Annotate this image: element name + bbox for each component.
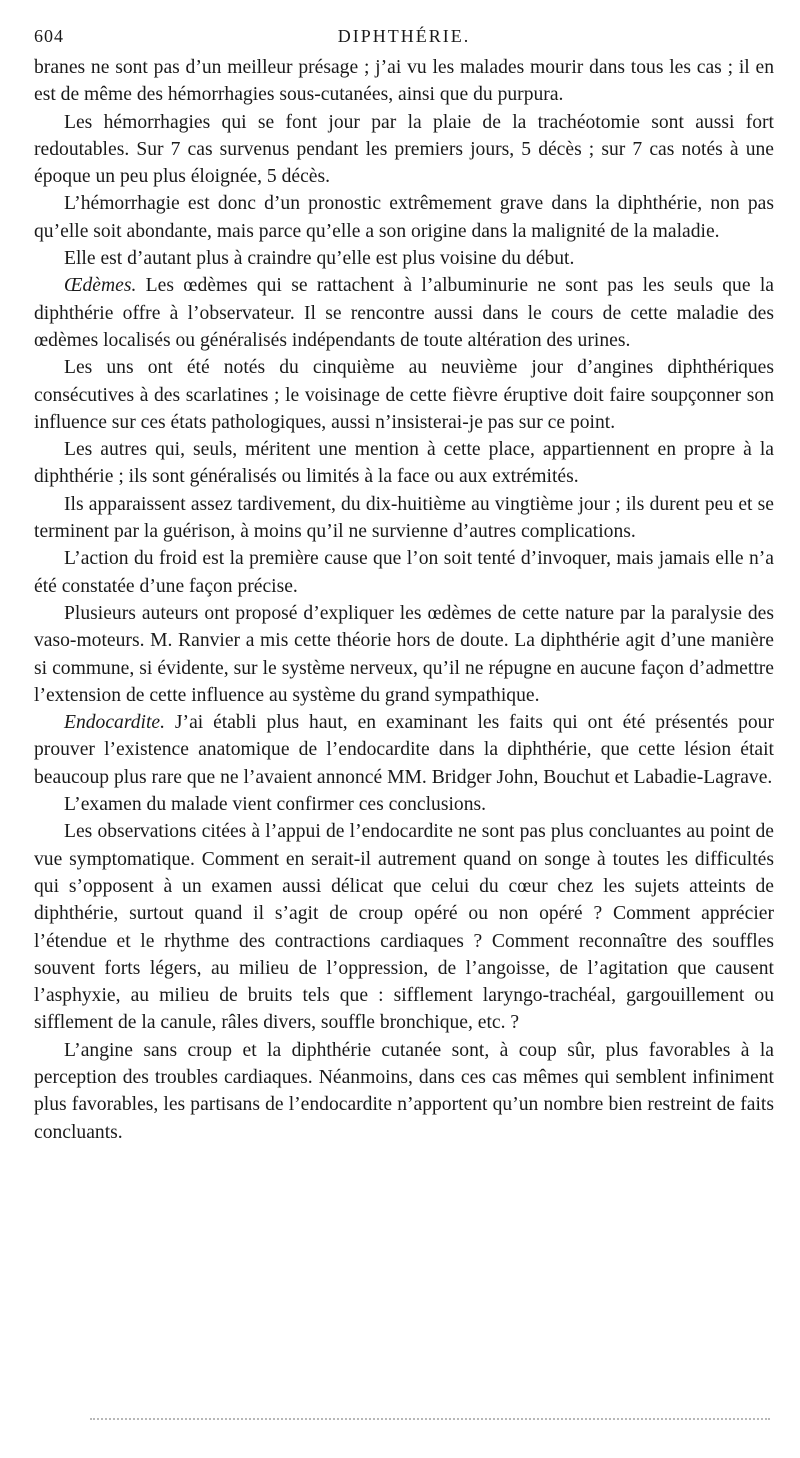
paragraph (34, 818, 774, 1036)
paragraph-text: Les observations citées à l’appui de l’endocardite ne sont pas plus concluantes au point de vue symptomatique. Comment en serait-il autrement quand on songe à toutes les difficultés qui s’opposent à un examen aussi délicat que celui du cœur chez les sujets atteints de diphthérie, surtout quand il s’agit de croup opéré ou non opéré ? Comment apprécier l’étendue et le rhythme des contractions cardiaques ? Comment reconnaître des souffles souvent forts légers, au milieu de l’oppression, de l’angoisse, de l’agitation que causent l’asphyxie, au milieu de bruits tels que : sifflement laryngo-trachéal, gargouillement ou sifflement de la canule, râles divers, souffle bronchique, etc. ? (34, 821, 774, 1034)
paragraph (34, 545, 774, 600)
paragraph-text: Plusieurs auteurs ont proposé d’expliquer les œdèmes de cette nature par la paralysie des vaso-moteurs. M. Ranvier a mis cette théorie hors de doute. La diphthérie agit d’une manière si commune, si évidente, sur le système nerveux, qu’il ne répugne en aucune façon d’admettre l’extension de cette influence au système du grand sympathique. (34, 602, 774, 706)
body-text (34, 54, 774, 1146)
section-lead-endocardite: Endocardite. (64, 712, 166, 734)
paragraph (34, 709, 774, 791)
paragraph-text: L’angine sans croup et la diphthérie cutanée sont, à coup sûr, plus favorables à la perception des troubles cardiaques. Néanmoins, dans ces cas mêmes qui semblent infiniment plus favorables, les partisans de l’endocardite n’apportent qu’un nombre bien restreint de faits concluants. (34, 1039, 774, 1143)
paragraph-text: Les uns ont été notés du cinquième au neuvième jour d’angines diphthériques consécutives à des scarlatines ; le voisinage de cette fièvre éruptive doit faire soupçonner son influence sur ces états pathologiques, aussi n’insisterai-je pas sur ce point. (34, 357, 774, 433)
running-title: DIPHTHÉRIE. (337, 26, 471, 46)
paragraph (34, 54, 774, 109)
paragraph-text: L’hémorrhagie est donc d’un pronostic extrêmement grave dans la diphthérie, non pas qu’elle soit abondante, mais parce qu’elle a son origine dans la malignité de la maladie. (34, 193, 774, 242)
paragraph (34, 600, 774, 709)
paragraph-text: Elle est d’autant plus à craindre qu’elle est plus voisine du début. (64, 248, 575, 270)
paragraph-text: L’action du froid est la première cause que l’on soit tenté d’invoquer, mais jamais elle n’a été constatée d’une façon précise. (34, 548, 774, 597)
paragraph-text: Les autres qui, seuls, méritent une mention à cette place, appartiennent en propre à la diphthérie ; ils sont généralisés ou limités à la face ou aux extrémités. (34, 439, 774, 488)
paragraph (34, 491, 774, 546)
page-number: 604 (34, 26, 64, 46)
paragraph-text: Ils apparaissent assez tardivement, du dix-huitième au vingtième jour ; ils durent peu et se terminent par la guérison, à moins qu’il ne survienne d’autres complications. (34, 493, 774, 543)
paragraph (34, 354, 774, 436)
paragraph-text: Les hémorrhagies qui se font jour par la plaie de la trachéotomie sont aussi fort redoutables. Sur 7 cas survenus pendant les premiers jours, 5 décès ; sur 7 cas notés à une époque un peu plus éloignée, 5 décès. (34, 111, 774, 188)
faded-footer-line (90, 1418, 770, 1420)
paragraph (34, 436, 774, 491)
paragraph-text: J’ai établi plus haut, en examinant les faits qui ont été présentés pour prouver l’existence anatomique de l’endocardite dans la diphthérie, que cette lésion était beaucoup plus rare que ne l’avaient annoncé MM. Bridger John, Bouchut et Labadie-Lagrave. (34, 712, 774, 788)
paragraph (34, 1037, 774, 1146)
page (34, 26, 774, 1146)
paragraph-text: L’examen du malade vient confirmer ces conclusions. (64, 794, 487, 816)
section-lead-oedemes: Œdèmes. (64, 275, 137, 297)
paragraph-text: Les œdèmes qui se rattachent à l’albuminurie ne sont pas les seuls que la diphthérie offre à l’observateur. Il se rencontre aussi dans le cours de cette maladie des œdèmes localisés ou généralisés indépendants de toute altération des urines. (34, 275, 774, 351)
paragraph (34, 190, 774, 245)
page-header (34, 26, 774, 54)
paragraph (34, 109, 774, 191)
paragraph (34, 245, 774, 272)
paragraph-text: branes ne sont pas d’un meilleur présage ; j’ai vu les malades mourir dans tous les cas ; il en est de même des hémorrhagies sous-cutanées, ainsi que du purpura. (34, 57, 774, 106)
paragraph (34, 791, 774, 818)
paragraph (34, 272, 774, 354)
